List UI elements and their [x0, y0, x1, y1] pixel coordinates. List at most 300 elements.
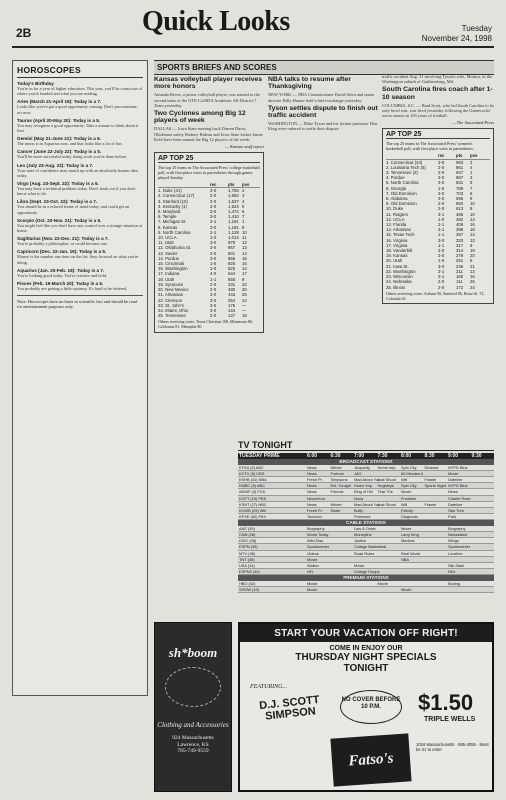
tv-cell: KMBC (9) ABC	[239, 483, 265, 489]
ap-top25-cell: 24. Miami, Ohio	[158, 307, 189, 313]
ap-top25-cell: 3-0	[210, 214, 217, 220]
tv-cell: College Hoops	[354, 569, 380, 575]
ap-top25-header-cell	[158, 182, 210, 187]
tv-cell	[424, 532, 448, 537]
ap-top25-cell: 3-0	[210, 255, 217, 261]
tv-cell	[330, 551, 354, 556]
tv-cell	[377, 569, 401, 574]
ap-top25-cell: 2-0	[438, 248, 445, 254]
tv-header-cell: TUESDAY PRIME	[239, 453, 280, 459]
tv-cell: Sportscenter	[307, 544, 330, 550]
ap-top25-cell: 3-0	[438, 180, 445, 186]
ap-top25-cell: 2-0	[438, 284, 445, 290]
story-headline: Kansas volleyball player receives more honors	[154, 76, 263, 91]
tv-cell	[353, 581, 377, 586]
tv-cell: Frontline	[401, 495, 417, 501]
ap-top25-cell: 20	[470, 253, 475, 259]
ap-top25-cell: 12	[470, 237, 475, 243]
shboom-ad	[154, 622, 232, 792]
tv-cell: News	[448, 489, 458, 495]
ap-top25-cell: 1-0	[438, 216, 445, 222]
ap-top25-cell: 3-0	[438, 253, 445, 259]
ap-top25-cell: 5. North Carolina	[386, 180, 419, 186]
ap-top25-cell: 211	[456, 268, 463, 274]
ad-specials-line: THURSDAY NIGHT SPECIALS	[295, 652, 437, 663]
horoscope-sign: Capricorn (Dec. 22-Jan. 19): Today is a 5.	[17, 249, 107, 255]
horoscope-sign: Aries (March 21-April 19): Today is a 7.	[17, 99, 102, 105]
tv-band-broadcast: BROADCAST STATIONS	[238, 459, 494, 465]
ap-top25-cell: 25. Tennessee	[158, 313, 186, 319]
tv-cell	[471, 471, 495, 476]
ap-top25-footnote: Others receiving votes: Auburn 90, Stanford 86, Boise St. 72, Colorado 61.	[386, 290, 485, 301]
tv-cell	[400, 544, 424, 549]
ap-top25-cell: 12. UCLA	[386, 216, 405, 222]
ap-top25-cell: 3	[242, 193, 245, 199]
ap-top25-cell: 831	[456, 180, 464, 186]
tv-cell: Just Shoot	[377, 501, 396, 507]
ap-top25-cell: 16	[470, 274, 475, 280]
tv-cell: Diagnosis	[401, 514, 419, 520]
shboom-address-line: 785-749-9559	[177, 748, 209, 754]
tv-cell: Will	[401, 476, 408, 482]
tv-cell	[424, 496, 448, 501]
horoscope-entry	[17, 99, 143, 114]
ap-top25-cell: 1,410	[228, 214, 239, 220]
tv-cell	[471, 563, 495, 568]
horoscope-text: You're looking good today. You're creative and bold.	[17, 272, 108, 278]
tv-cell: CNN (28)	[239, 532, 256, 538]
ap-top25-cell: 144	[228, 307, 236, 313]
horoscope-entry	[17, 181, 143, 196]
horoscope-entry	[17, 236, 143, 246]
ap-top25-cell: 9	[242, 276, 245, 282]
sports-column-1	[154, 74, 264, 432]
tv-cell: Biography	[448, 525, 466, 531]
ap-top25-cell: 10	[470, 211, 475, 217]
tv-cell: NYPD Blue	[448, 483, 468, 489]
tv-cell	[471, 483, 495, 488]
tv-cell: Wild Disc.	[307, 538, 325, 544]
tv-cell	[447, 587, 471, 592]
ap-top25-cell: 5	[470, 180, 473, 186]
ap-top25-cell: 276	[456, 253, 464, 259]
ap-top25-cell: 14	[242, 250, 247, 256]
tv-cable-rows	[238, 526, 494, 576]
ap-top25-cell: 19. Kansas	[386, 253, 408, 259]
ap-top25-cell: 4	[242, 198, 245, 204]
ap-top25-cell: 2-1	[210, 219, 217, 225]
ap-top25-cell: 9. North Carolina	[158, 229, 191, 235]
sports-byline-1: — Kansan staff report	[225, 144, 264, 150]
ad-cover-badge: NO COVER BEFORE 10 P.M.	[340, 690, 402, 724]
tv-channel-row	[238, 587, 494, 593]
ap-top25-cell: 9	[470, 196, 473, 202]
tv-cell: Frasier	[424, 501, 437, 507]
tv-cell	[471, 557, 495, 562]
ap-top25-cell: 1,128	[228, 229, 239, 235]
ap-top25-cell: 1-0	[438, 185, 445, 191]
sports-column-3	[382, 74, 494, 432]
ap-top25-cell: 22. Washington	[386, 268, 416, 274]
ap-top25-cell: 398	[456, 227, 464, 233]
ap-top25-cell: 137	[228, 313, 236, 319]
ap-top25-cell: 2-0	[210, 203, 217, 209]
tv-cell: That 70s	[377, 489, 393, 495]
shboom-address-line: 924 Massachusetts	[172, 735, 214, 741]
sports-band: SPORTS BRIEFS AND SCORES	[154, 60, 494, 75]
tv-cell: Newsstand	[448, 532, 468, 538]
tv-cell: Walker	[307, 563, 319, 569]
ap-top25-header-cell: pts	[228, 182, 235, 188]
ap-top25-cell: 22. Clemson	[158, 297, 183, 303]
horoscope-sign: Pisces (Feb. 19-March 20): Today is a 5.	[17, 281, 104, 287]
ap-top25-header-cell	[386, 153, 438, 158]
sports-column-2	[268, 74, 378, 432]
ap-top25-cell: 1,756	[228, 188, 239, 194]
horoscope-text: Looks like you've got a good opportunity coming. Don't procrastinate, act now.	[17, 104, 138, 115]
horoscope-sign: Scorpio (Oct. 23-Nov. 21): Today is a 5.	[17, 217, 102, 223]
tv-cell: Hughleys	[377, 483, 394, 489]
tv-cell: News	[307, 489, 317, 495]
tv-cell: Movie	[307, 587, 318, 593]
horoscope-entry	[17, 81, 143, 96]
ap-top25-cell: 11. Utah	[158, 240, 174, 246]
horoscope-text: Money is the number one item on the list. Stay focused on what you're doing.	[17, 254, 139, 265]
ap-top25-cell: 1,191	[228, 219, 239, 225]
ap-top25-cell: 17. Virginia	[386, 242, 408, 248]
ap-top25-cell: 3-0	[210, 188, 217, 194]
horoscope-entry	[17, 268, 143, 278]
tv-cell	[424, 526, 448, 531]
ap-top25-cell: 1-0	[210, 266, 217, 272]
ap-top25-cell: —	[242, 307, 247, 313]
shboom-address	[155, 735, 231, 755]
tv-cell	[377, 514, 401, 519]
tv-cell: Dateline	[448, 476, 463, 482]
ap-top25-cell: 19. Syracuse	[158, 281, 184, 287]
ap-top25-cell: 3-0	[438, 263, 445, 269]
ap-top25-cell: 3	[470, 175, 473, 181]
ap-top25-cell: 409	[456, 222, 464, 228]
ap-top25-cell: 2-0	[210, 281, 217, 287]
ap-top25-women	[382, 128, 494, 304]
tv-cell: Frasier	[424, 476, 437, 482]
tv-cell: Jeopardy	[354, 464, 371, 470]
tv-cell: Fortune	[330, 470, 344, 476]
tv-cell: KCPT (19) PBS	[239, 495, 267, 501]
ap-top25-cell: 957	[228, 245, 236, 251]
ap-top25-cell: 978	[228, 240, 236, 246]
horoscope-sign: Taurus (April 20-May 20): Today is a 5.	[17, 117, 101, 123]
tv-cell	[471, 538, 495, 543]
tv-cell	[424, 489, 448, 494]
tv-cell	[424, 538, 448, 543]
ap-top25-cell: 2. Connecticut (17)	[158, 193, 195, 199]
tv-cell	[471, 587, 495, 592]
ap-top25-cell: 25. Illinois	[386, 284, 406, 290]
tv-cell: News	[307, 464, 317, 470]
ad-subheadline: COME IN ENJOY OUR	[329, 645, 403, 652]
ap-top25-cell: 12. Oklahoma St.	[158, 245, 192, 251]
tv-cell	[377, 557, 401, 562]
ap-top25-cell: 15	[242, 255, 247, 261]
fatsos-logo: Fatso's	[330, 733, 411, 786]
tv-cell: KCTV (5) CBS	[239, 470, 265, 476]
tv-cell: Biography	[307, 525, 325, 531]
tv-cell	[471, 544, 495, 549]
tv-cell	[447, 557, 471, 562]
tv-cell	[377, 551, 401, 556]
tv-cell	[377, 508, 401, 513]
ap-top25-cell: 1. Connecticut (24)	[386, 159, 423, 165]
tv-cell: Just Shoot	[377, 476, 396, 482]
ap-top25-cell: 3-0	[210, 292, 217, 298]
ap-top25-cell: 4	[470, 164, 473, 170]
ap-top25-cell: 8. Alabama	[386, 196, 408, 202]
tv-cell: Movie	[354, 563, 365, 569]
ap-top25-cell: 314	[456, 248, 464, 254]
ap-top25-cell: 1-0	[438, 258, 445, 264]
ap-top25-cell: 251	[456, 258, 464, 264]
ap-top25-cell: 8	[242, 224, 245, 230]
tv-cell: News	[307, 470, 317, 476]
horoscope-text: You're in for a year of higher education. This year, you'll be conscious of where you're headed and what you are reading.	[17, 86, 143, 97]
ap-top25-cell: 443	[228, 292, 236, 298]
ad-featuring: FEATURING...	[250, 684, 287, 690]
ap-top25-cell: 10. Duke	[386, 206, 404, 212]
tv-cell	[330, 557, 354, 562]
ap-top25-cell: 17	[242, 271, 247, 277]
ap-top25-cell: 20. Utah	[386, 258, 403, 264]
ap-top25-cell: 3-0	[438, 237, 445, 243]
tv-cell: DISC (38)	[239, 538, 257, 544]
ap-top25-cell: 10. UCLA	[158, 235, 177, 241]
horoscope-text: You should be in a relaxed frame of mind today, and could get an opportunity.	[17, 204, 130, 215]
tv-cell	[424, 569, 448, 574]
ad-headline: START YOUR VACATION OFF RIGHT!	[240, 624, 492, 642]
tv-cell: College Basketball	[354, 544, 387, 550]
story-body: traffic accident Aug. 31 involving Tyson's wife, Monica, in the Washington suburb of Gaithersburg, Md.	[382, 74, 493, 85]
tv-cell: Fresh Pr.	[307, 476, 323, 482]
tv-cell: Charlie Rose	[448, 495, 471, 501]
ap-top25-header-cell: rec	[210, 182, 217, 188]
horoscope-sign: Sagittarius (Nov. 22-Dec. 21): Today is a 7.	[17, 236, 109, 242]
ap-top25-cell: 14	[242, 266, 247, 272]
tv-cell	[424, 514, 448, 519]
ap-top25-cell: 4. Kentucky (1)	[158, 203, 187, 209]
tv-cell: Moneyline	[354, 532, 372, 538]
ap-top25-cell: 6	[470, 258, 473, 264]
ap-top25-cell: 13. Xavier	[158, 250, 178, 256]
ap-top25-cell: 24. Nebraska	[386, 279, 412, 285]
ap-top25-cell: 2-0	[438, 170, 445, 176]
ap-top25-cell: 5	[242, 203, 245, 209]
sports-column-1-stories	[154, 76, 264, 142]
tv-cell: Simpsons	[330, 476, 348, 482]
ap-top25-cell: 1,014	[228, 235, 239, 241]
ap-top25-cell: 947	[456, 170, 464, 176]
ap-top25-cell: 25	[242, 292, 247, 298]
ap-top25-cell: 856	[228, 255, 236, 261]
ap-top25-cell: 4-0	[210, 271, 217, 277]
ap-top25-cell: 14. Arkansas	[386, 227, 411, 233]
ap-top25-cell: 660	[456, 201, 464, 207]
ap-top25-cell: 13	[470, 232, 475, 238]
sports-section	[154, 60, 494, 432]
masthead	[12, 6, 494, 48]
masthead-date	[422, 24, 492, 43]
ap-top25-cell: 6. Temple	[158, 214, 177, 220]
tv-broadcast-rows	[238, 465, 494, 521]
tv-cell: Wheel	[330, 501, 342, 507]
ap-top25-cell: 19	[470, 248, 475, 254]
tv-cell	[471, 508, 495, 513]
tv-cell: Movie	[448, 470, 459, 476]
ad-wells: TRIPLE WELLS	[424, 716, 476, 723]
ap-top25-cell: 961	[456, 164, 464, 170]
ap-top25-cell: 1,181	[228, 224, 239, 230]
tv-cell: Loveline	[448, 550, 463, 556]
tv-cell: Movie	[307, 580, 318, 586]
tv-cell	[353, 587, 377, 592]
tv-header-cell: 7:30	[377, 453, 388, 459]
tv-cell: USA (34)	[239, 563, 255, 569]
tv-header-cell: 9:30	[471, 453, 482, 459]
ap-top25-cell: 613	[456, 206, 464, 212]
tv-cell: News	[307, 501, 317, 507]
ap-top25-cell: 3. Tennessee (2)	[386, 170, 418, 176]
sports-column-3-stories	[382, 74, 494, 118]
tv-cell	[330, 563, 354, 568]
ap-top25-cell: 12	[242, 240, 247, 246]
horoscope-entry	[17, 281, 143, 291]
tv-cell: NHL	[448, 569, 456, 575]
story-body: WASHINGTON — Mike Tyson and his former promoter Don King were ordered to settle their dispute.	[268, 121, 378, 132]
ap-top25-cell: 2-1	[438, 274, 445, 280]
ap-top25-cell: 3. Stanford (10)	[158, 198, 188, 204]
story-body: DALLAS — Iowa State running back Darren Davis, Oklahoma safety Rodney Rideau and Iowa State kicker Jamie Kohl have been named the Big 12 players of the week.	[154, 126, 263, 142]
tv-cell: Star Trek	[448, 507, 464, 513]
tv-cell: Larry King	[401, 532, 419, 538]
ap-top25-cell: 2-0	[438, 206, 445, 212]
ap-top25-title: AP TOP 25	[386, 131, 490, 139]
horoscope-text: The moon is in Aquarius now, and that looks like a lot of fun.	[17, 141, 123, 147]
ap-top25-cell: 1-0	[210, 235, 217, 241]
tv-cell	[424, 557, 448, 562]
ap-top25-cell: 317	[456, 242, 464, 248]
ap-top25-cell: 20	[242, 287, 247, 293]
horoscope-text: You're probably a philosopher, or could become one.	[17, 241, 108, 247]
ap-top25-cell: —	[242, 302, 247, 308]
ap-top25-cell: 18. Utah	[158, 276, 175, 282]
story-headline: Two Cyclones among Big 12 players of week	[154, 110, 246, 125]
tv-cell	[424, 587, 448, 592]
tv-cell	[471, 581, 495, 586]
ap-top25-cell: 789	[456, 185, 464, 191]
ap-top25-cell: 10	[470, 201, 475, 207]
tv-cell	[377, 526, 401, 531]
horoscope-entry	[17, 218, 143, 233]
ap-top25-cell: 357	[456, 232, 464, 238]
tv-cell	[424, 471, 448, 476]
tv-cell	[471, 489, 495, 494]
horoscope-entry	[17, 149, 143, 159]
ap-top25-cell: 826	[228, 261, 236, 267]
ap-top25-cell: 2-0	[438, 175, 445, 181]
ap-top25-cell: 2-0	[210, 287, 217, 293]
tv-cell	[424, 581, 448, 586]
tv-cell	[471, 526, 495, 531]
ap-top25-cell: 10	[242, 229, 247, 235]
tv-cell	[424, 551, 448, 556]
ap-top25-cell: 20. New Mexico	[158, 287, 189, 293]
ap-top25-intro: The top 25 teams in The Associated Press' college basketball poll, with first-place votes in parentheses through games played Sunday.	[158, 165, 260, 181]
horoscope-sign: Today's Birthday	[17, 81, 54, 86]
horoscope-entry	[17, 249, 143, 264]
ap-top25-cell: 7. Old Dominion	[386, 190, 417, 196]
tv-cell: Wings	[448, 538, 459, 544]
sports-byline-3: — The Associated Press	[451, 120, 494, 126]
ap-top25-cell: 5. Maryland	[158, 209, 181, 215]
ad-specials	[240, 652, 492, 674]
tv-title: TV TONIGHT	[238, 440, 494, 451]
tv-cell: KTKA (3) ABC	[239, 464, 264, 470]
tv-cell: Mad About You	[354, 501, 381, 507]
ad-price: $1.50	[418, 690, 474, 715]
tv-cell	[330, 526, 354, 531]
ap-top25-cell: 13. Florida	[386, 222, 407, 228]
ap-top25-cell: 3-0	[210, 307, 217, 313]
ap-top25-cell: 825	[228, 266, 236, 272]
ap-top25-cell: 2. Louisiana Tech (5)	[386, 164, 426, 170]
ap-top25-cell: 17. Indiana	[158, 271, 180, 277]
ap-top25-cell: 1,524	[228, 203, 239, 209]
tv-header-cell: 6:00	[307, 453, 318, 459]
tv-cell: Movie	[377, 580, 388, 586]
ap-top25-cell: 2-1	[210, 229, 217, 235]
ap-top25-cell: 2-0	[438, 279, 445, 285]
tv-cell	[330, 532, 354, 537]
ap-top25-cell: 1-1	[210, 276, 217, 282]
ap-top25-cell: 2-0	[210, 250, 217, 256]
ap-top25-cell: 16. Virginia	[386, 237, 408, 243]
ap-top25-cell: 2-0	[210, 193, 217, 199]
ap-top25-cell: 16	[242, 261, 247, 267]
ap-top25-cell: 21	[470, 263, 475, 269]
ap-top25-cell: 236	[456, 263, 464, 269]
tv-header-cell: 8:30	[424, 453, 435, 459]
tv-cell: Fresh Pr.	[307, 507, 323, 513]
tv-cell: WDAF (4) FOX	[239, 489, 266, 495]
tv-cell: SHOW (43)	[239, 587, 260, 593]
tv-cell	[330, 569, 354, 574]
tv-cell: ESPN2 (40)	[239, 569, 260, 575]
story-body: NEW YORK — NBA Commissioner David Stern and union director Billy Hunter held a brief exchange yesterday.	[268, 92, 375, 103]
ad-fine-print: 1016 Massachusetts · 865-4055 · Must be 21 to enter	[416, 742, 489, 752]
tv-cell: Ent. Tonight	[330, 483, 351, 489]
horoscope-entry	[17, 118, 143, 133]
ap-top25-cell: 11	[242, 235, 247, 241]
tv-cell: KSNT (27) NBC	[239, 501, 267, 507]
ap-top25-cell: 3-1	[438, 211, 445, 217]
ap-top25-cell: 8. Kansas	[158, 224, 178, 230]
horoscope-list	[17, 81, 143, 291]
tv-cell: Touched	[307, 514, 322, 520]
ap-top25-row	[158, 313, 260, 318]
tv-cell	[471, 551, 495, 556]
tv-cell: Will	[401, 501, 408, 507]
tv-cell: Movie	[401, 587, 412, 593]
